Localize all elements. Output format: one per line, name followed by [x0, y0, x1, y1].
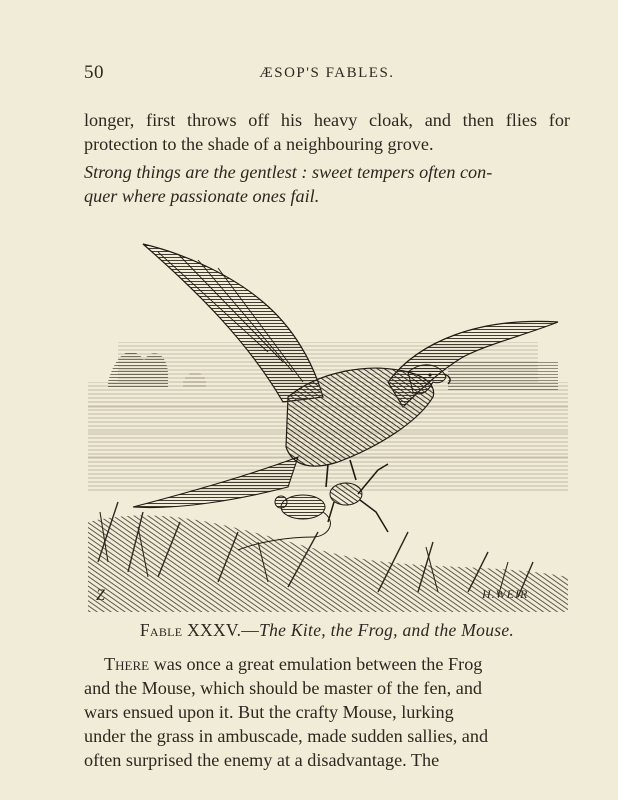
text-line: often surprised the enemy at a disadvantage. The	[84, 750, 440, 770]
text-line: Strong things are the gentlest : sweet tempers often con-	[84, 162, 493, 182]
fable-paragraph	[84, 652, 570, 772]
continuation-paragraph	[84, 108, 570, 156]
fable-title: The Kite, the Frog, and the Mouse.	[259, 620, 515, 640]
text-line: under the grass in ambuscade, made sudden sallies, and	[84, 726, 489, 746]
text-line: longer, first throws off his heavy cloak, and then flies for	[84, 110, 570, 130]
kite-frog-mouse-engraving	[88, 232, 568, 612]
text-line: quer where passionate ones fail.	[84, 186, 320, 206]
page-number: 50	[84, 62, 104, 83]
text-line: wars ensued upon it. But the crafty Mouse, lurking	[84, 702, 454, 722]
text-line-content: was once a great emulation between the Frog	[149, 654, 483, 674]
moral-text	[84, 160, 570, 208]
text-line: and the Mouse, which should be master of the fen, and	[84, 678, 483, 698]
fable-caption	[84, 620, 570, 641]
signature-left: Z	[96, 587, 105, 604]
text-line	[84, 652, 570, 676]
signature-right: H.WEIR	[482, 587, 529, 601]
distant-reeds	[448, 362, 558, 392]
text-line: protection to the shade of a neighbouring grove.	[84, 134, 434, 154]
drop-word: There	[104, 654, 150, 674]
running-head: ÆSOP'S FABLES.	[259, 65, 395, 81]
page-header	[84, 62, 570, 90]
fable-number: Fable XXXV.—	[139, 620, 260, 640]
